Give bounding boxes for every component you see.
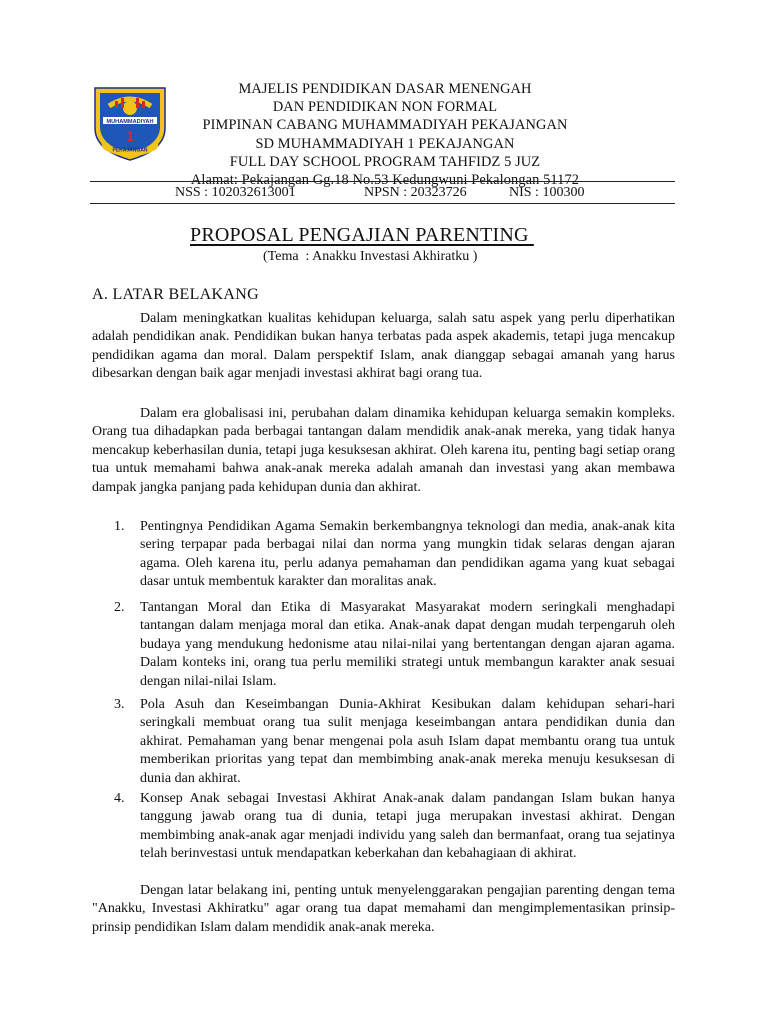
logo-number: 1	[126, 128, 134, 144]
numbered-list-item-2	[92, 599, 675, 691]
list-number: 3.	[114, 697, 125, 712]
letterhead-lines	[170, 80, 600, 189]
letterhead	[0, 0, 768, 210]
list-number: 4.	[114, 791, 125, 806]
logo-text: MUHAMMADIYAH	[106, 118, 154, 125]
nis-number: NIS : 100300	[509, 185, 585, 200]
letterhead-line-5: FULL DAY SCHOOL PROGRAM TAHFIDZ 5 JUZ	[229, 153, 541, 170]
list-number: 2.	[114, 600, 125, 615]
paragraph-3: Dengan latar belakang ini, penting untuk menyelenggarakan pengajian parenting dengan tema "Anakku, Investasi Akhiratku" agar orang tua dapat memahami dan mengimplementasikan prinsip-prinsip pendidikan Islam dalam mendidik anak-anak mereka.	[92, 883, 675, 935]
letterhead-line-1: MAJELIS PENDIDIKAN DASAR MENENGAH	[238, 81, 532, 97]
letterhead-line-3: PIMPINAN CABANG MUHAMMADIYAH PEKAJANGAN	[202, 117, 568, 134]
paragraph-2: Dalam era globalisasi ini, perubahan dalam dinamika kehidupan keluarga semakin kompleks. Orang tua dihadapkan pada berbagai tantangan dalam mendidik anak-anak mereka, yang tidak hanya mencakup keberhasilan dunia, tetapi juga kesuksesan akhirat. Oleh karena itu, penting bagi setiap orang tua untuk memahami bahwa anak-anak mereka adalah amanah dan investasi yang akan membawa dampak jangka panjang pada kehidupan dunia dan akhirat.	[92, 406, 675, 495]
list-item-text: Tantangan Moral dan Etika di Masyarakat Masyarakat modern seringkali menghadapi tantangan dalam menjaga moral dan etika. Anak-anak dapat dengan mudah terpengaruh oleh budaya yang mendukung hedonisme atau nilai-nilai yang bertentangan dengan ajaran agama. Dalam konteks ini, orang tua perlu memiliki strategi untuk membangun karakter anak sesuai dengan nilai-nilai Islam.	[140, 600, 675, 689]
document-title: PROPOSAL PENGAJIAN PARENTING	[190, 224, 534, 246]
section-heading: A. LATAR BELAKANG	[92, 286, 259, 303]
numbered-list-item-3	[92, 696, 675, 788]
list-item-text: Pentingnya Pendidikan Agama Semakin berkembangnya teknologi dan media, anak-anak kita sering terpapar pada berbagai nilai dan norma yang mungkin tidak selaras dengan ajaran agama. Oleh karena itu, perlu adanya pemahaman dan pendidikan agama yang kuat sebagai dasar untuk membentuk karakter dan moralitas anak.	[140, 519, 675, 590]
list-item-text: Konsep Anak sebagai Investasi Akhirat Anak-anak dalam pandangan Islam bukan hanya tanggung jawab orang tua di dunia, tetapi juga merupakan investasi akhirat. Dengan membimbing anak-anak agar menjadi individu yang saleh dan bermanfaat, orang tua sejatinya telah berinvestasi untuk mendapatkan keberkahan dan kebahagiaan di akhirat.	[140, 791, 675, 862]
nss-number: NSS : 102032613001	[175, 185, 296, 200]
header-divider-top	[90, 181, 675, 182]
numbered-list-item-4	[92, 790, 675, 864]
list-item-text: Pola Asuh dan Keseimbangan Dunia-Akhirat Kesibukan dalam kehidupan sehari-hari seringkali membuat orang tua sulit menjaga keseimbangan antara pendidikan dunia dan akhirat. Pemahaman yang benar mengenai pola asuh Islam dapat membantu orang tua untuk memberikan prioritas yang tepat dan membimbing anak-anak mereka menuju kesuksesan di dunia dan akhirat.	[140, 697, 675, 786]
letterhead-address: Alamat: Pekajangan Gg.18 No.53 Kedungwuni Pekalongan 51172	[190, 172, 580, 189]
header-divider-bottom	[90, 203, 675, 204]
logo-ribbon-text: PEKAJANGAN	[112, 147, 148, 154]
letterhead-line-2: DAN PENDIDIKAN NON FORMAL	[272, 99, 498, 116]
npsn-number: NPSN : 20323726	[364, 185, 467, 200]
list-number: 1.	[114, 519, 125, 534]
numbered-list-item-1	[92, 518, 675, 592]
document-subtitle: (Tema : Anakku Investasi Akhiratku )	[263, 249, 478, 264]
school-logo	[91, 84, 169, 162]
letterhead-line-4: SD MUHAMMADIYAH 1 PEKAJANGAN	[255, 135, 515, 152]
paragraph-1: Dalam meningkatkan kualitas kehidupan keluarga, salah satu aspek yang perlu diperhatikan adalah pendidikan anak. Pendidikan bukan hanya terbatas pada aspek akademis, tetapi juga mencakup pendidikan agama dan moral. Dalam perspektif Islam, anak dianggap sebagai amanah yang harus dibesarkan dengan baik agar menjadi investasi akhirat bagi orang tua.	[92, 311, 675, 382]
